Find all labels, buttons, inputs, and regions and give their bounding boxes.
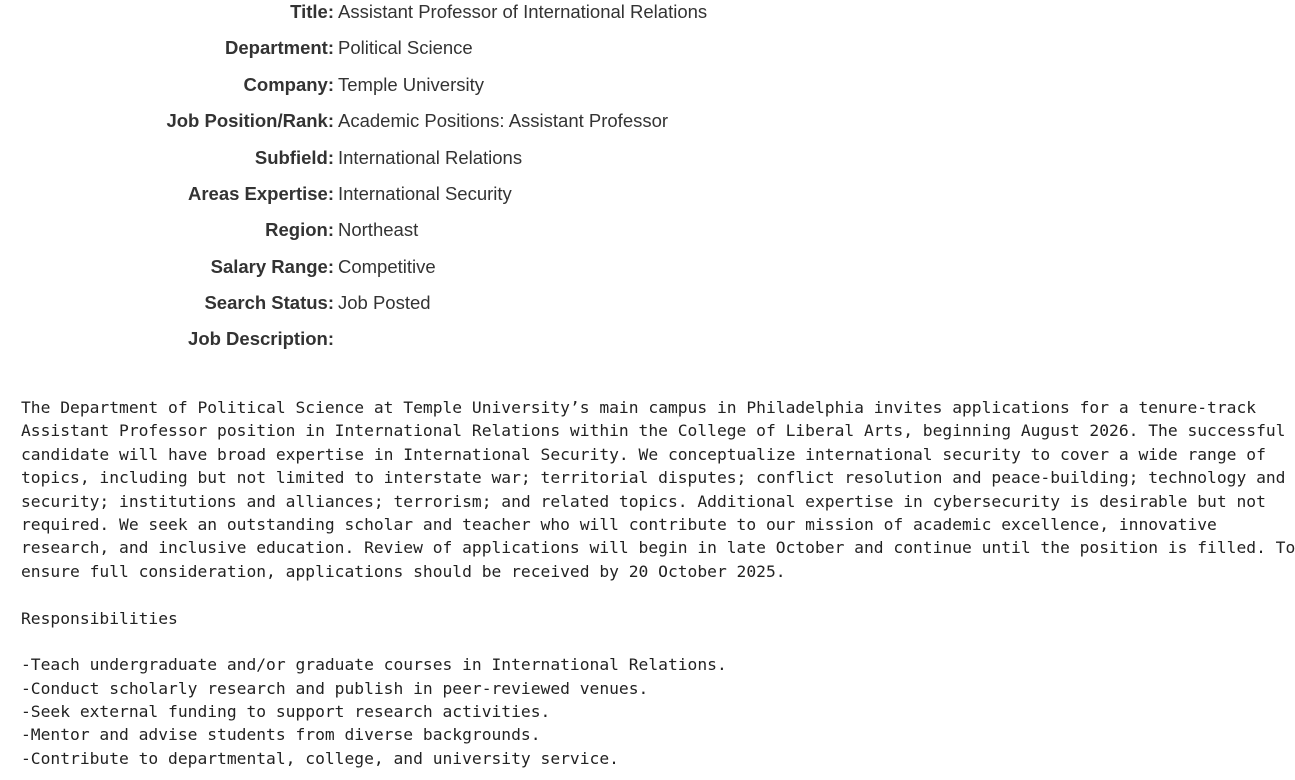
responsibility-item: -Conduct scholarly research and publish in peer-reviewed venues. [21,678,649,698]
field-value: Academic Positions: Assistant Professor [338,110,669,131]
field-value: International Security [338,183,512,204]
field-label: Salary Range: [210,256,334,277]
field-region [0,218,1120,242]
responsibility-item: -Contribute to departmental, college, and university service. [21,748,619,768]
job-description-body [21,396,1295,770]
field-value: Competitive [338,256,436,277]
field-value: Temple University [338,74,484,95]
paragraph-gap [21,630,1111,653]
description-line: candidate will have broad expertise in International Security. We conceptualize international security to cover a wide range of [21,444,1266,464]
field-salary-range [0,255,1120,279]
paragraph-gap [21,583,1111,606]
responsibilities-heading: Responsibilities [21,608,178,628]
description-line: The Department of Political Science at Temple University’s main campus in Philadelphia invites applications for a tenure-track [21,398,1257,417]
field-job-description [0,327,1120,351]
field-label: Department: [225,37,334,58]
responsibility-item: -Teach undergraduate and/or graduate courses in International Relations. [21,655,727,675]
field-value: Assistant Professor of International Relations [338,1,708,22]
field-label: Job Position/Rank: [166,110,334,131]
description-line: security; institutions and alliances; terrorism; and related topics. Additional expertise in cybersecurity is desirable but not [21,491,1266,511]
field-label: Region: [265,219,334,240]
field-department [0,36,1120,60]
field-areas-expertise [0,182,1120,206]
responsibility-item: -Mentor and advise students from diverse backgrounds. [21,725,541,745]
description-line: ensure full consideration, applications should be received by 20 October 2025. [21,561,786,581]
field-label: Areas Expertise: [187,183,334,204]
field-label: Title: [290,1,334,22]
field-label: Search Status: [204,292,334,313]
field-label: Subfield: [254,147,334,168]
field-company [0,73,1120,97]
field-search-status [0,291,1120,315]
field-value: Job Posted [338,292,431,313]
field-title [0,0,1120,24]
field-subfield [0,146,1120,170]
description-line: topics, including but not limited to interstate war; territorial disputes; conflict resolution and peace-building; technology and [21,468,1286,488]
responsibility-item: -Seek external funding to support research activities. [21,702,551,722]
field-value: Northeast [338,219,419,240]
description-line: research, and inclusive education. Review of applications will begin in late October and continue until the position is filled. To [21,538,1295,558]
field-label: Job Description: [188,328,334,349]
description-line: required. We seek an outstanding scholar and teacher who will contribute to our mission of academic excellence, innovative [21,514,1217,534]
description-line: Assistant Professor position in International Relations within the College of Liberal Arts, beginning August 2026. The successful [21,421,1286,441]
field-job-position-rank [0,109,1120,133]
field-value: Political Science [338,37,473,58]
field-label: Company: [243,74,334,95]
field-value: International Relations [338,147,523,168]
